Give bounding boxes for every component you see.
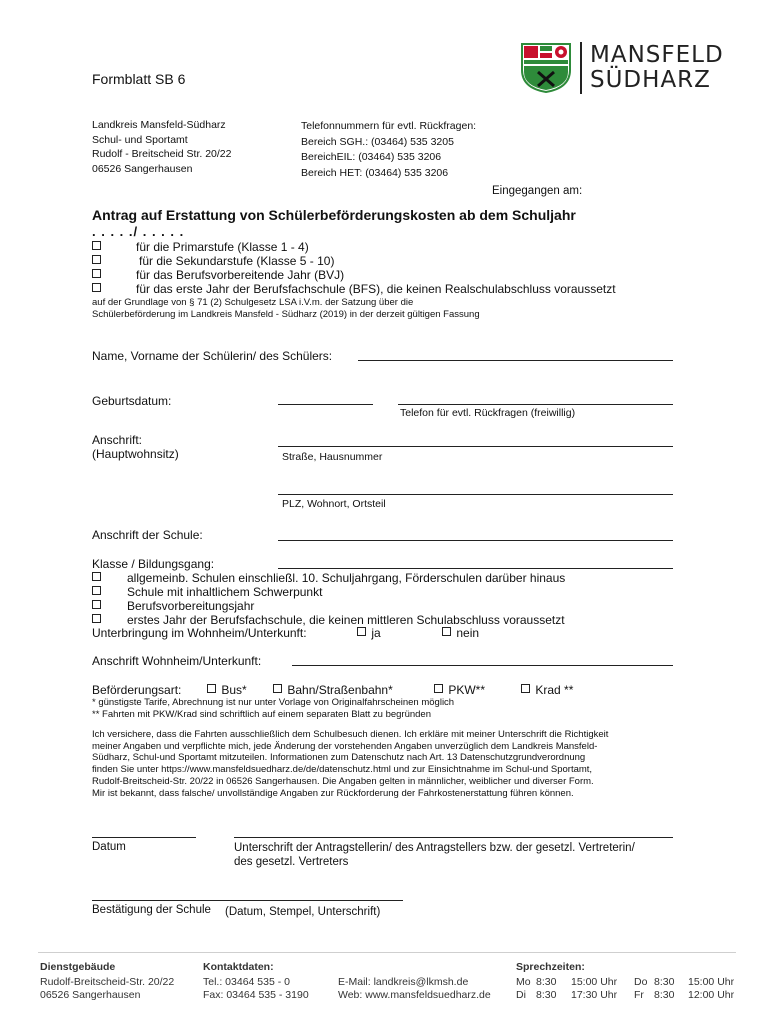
logo-text-mansfeld: MANSFELD (590, 42, 724, 68)
checkbox-icon[interactable] (442, 627, 451, 636)
dorm-no-option[interactable]: nein (442, 626, 479, 640)
form-title: Antrag auf Erstattung von Schülerbeförderungskosten ab dem Schuljahr (92, 207, 576, 223)
date-label: Datum (92, 841, 126, 853)
checkbox-icon[interactable] (92, 283, 101, 292)
logo-text-suedharz: SÜDHARZ (590, 67, 711, 93)
checkbox-icon[interactable] (273, 684, 282, 693)
birth-date-field[interactable] (278, 404, 373, 405)
street-caption: Straße, Hausnummer (282, 451, 383, 463)
dorm-yes-option[interactable]: ja (357, 626, 381, 640)
home-address-sublabel: (Hauptwohnsitz) (92, 447, 179, 461)
dorm-address-label: Anschrift Wohnheim/Unterkunft: (92, 654, 262, 668)
footer-contact-heading: Kontaktdaten: (203, 961, 274, 973)
phones-heading: Telefonnummern für evtl. Rückfragen: (301, 120, 477, 132)
school-type-prep-year[interactable]: Berufsvorbereitungsjahr (92, 599, 254, 613)
footer-hours-row: Mo 8:30 15:00 Uhr (516, 976, 618, 988)
footer-divider (38, 952, 736, 953)
grade-option-bvj[interactable]: für das Berufsvorbereitende Jahr (BVJ) (92, 268, 344, 282)
address-line: 06526 Sangerhausen (92, 162, 193, 175)
school-type-general[interactable]: allgemeinb. Schulen einschließl. 10. Schuljahrgang, Förderschulen darüber hinaus (92, 571, 565, 585)
checkbox-icon[interactable] (92, 586, 101, 595)
school-type-focus[interactable]: Schule mit inhaltlichem Schwerpunkt (92, 585, 322, 599)
checkbox-icon[interactable] (434, 684, 443, 693)
class-label: Klasse / Bildungsgang: (92, 557, 215, 571)
student-name-label: Name, Vorname der Schülerin/ des Schülers: (92, 349, 333, 363)
school-address-label: Anschrift der Schule: (92, 528, 203, 542)
school-type-vocational[interactable]: erstes Jahr der Berufsfachschule, die keinen mittleren Schulabschluss voraussetzt (92, 613, 565, 627)
legal-basis: auf der Grundlage von § 71 (2) Schulgesetz LSA i.V.m. der Satzung über die Schülerbeförderung im Landkreis Mansfeld - Südharz (2019) in der derzeit gültigen Fassung (92, 297, 480, 320)
school-confirmation-note: (Datum, Stempel, Unterschrift) (225, 906, 381, 918)
phone-line: Bereich HET: (03464) 535 3206 (301, 166, 449, 179)
dorm-address-field[interactable] (292, 665, 673, 666)
birth-date-label: Geburtsdatum: (92, 394, 172, 408)
school-confirmation-field[interactable] (92, 900, 403, 901)
school-confirmation-label: Bestätigung der Schule (92, 904, 211, 916)
address-line: Rudolf - Breitscheid Str. 20/22 (92, 148, 232, 160)
applicant-signature-label: Unterschrift der Antragstellerin/ des Antragstellers bzw. der gesetzl. Vertreterin/ des gesetzl. Vertreters (234, 842, 635, 868)
footer-web[interactable]: Web: www.mansfeldsuedharz.de (338, 989, 491, 1001)
footer-tel: Tel.: 03464 535 - 0 (203, 976, 290, 988)
transport-option-car[interactable]: PKW** (434, 683, 485, 697)
checkbox-icon[interactable] (92, 614, 101, 623)
coat-of-arms-icon (520, 42, 572, 94)
checkbox-icon[interactable] (92, 269, 101, 278)
transport-option-train[interactable]: Bahn/Straßenbahn* (273, 683, 393, 697)
footer-hours-row: Di 8:30 17:30 Uhr (516, 989, 618, 1001)
phone-line: Bereich SGH.: (03464) 535 3205 (301, 135, 454, 148)
district-logo (520, 40, 724, 96)
street-field[interactable] (278, 446, 673, 447)
transport-option-bus[interactable]: Bus* (207, 683, 247, 697)
form-label: Formblatt SB 6 (92, 71, 186, 87)
grade-option-primary[interactable]: für die Primarstufe (Klasse 1 - 4) (92, 240, 309, 254)
declaration-text: Ich versichere, dass die Fahrten ausschließlich dem Schulbesuch dienen. Ich erkläre mit meiner Unterschrift die Richtigkeit meiner Angaben und verpflichte mich, jede Änderung der vorstehenden Angaben unverzüglich dem Landkreis Mansfeld- Südharz, Schul-und Sportamt mitzuteilen. Informationen zum Datenschutz nach Art. 13 Datenschutzgrundverordnung finden Sie unter https://www.mansfeldsuedharz.de/de/datenschutz.html und zur Einsichtnahme im Schul-und Sportamt, Rudolf-Breitscheid-Str. 20/22 in 06526 Sangerhausen. Die Angaben gelten in männlicher, weiblicher und diverser Form. Mir ist bekannt, dass falsche/ unvollständige Angaben zur Rückforderung der Fahrkostenerstattung führen können. (92, 729, 609, 799)
transport-footnotes: * günstigste Tarife, Abrechnung ist nur unter Vorlage von Originalfahrscheinen möglich ** Fahrten mit PKW/Krad sind schriftlich auf einem separaten Blatt zu begründen (92, 697, 455, 720)
footer-office-line: Rudolf-Breitscheid-Str. 20/22 (40, 976, 175, 988)
class-field[interactable] (278, 568, 673, 569)
footer-hours-row: Fr 8:30 12:00 Uhr (634, 989, 735, 1001)
student-name-field[interactable] (358, 360, 673, 361)
footer-email[interactable]: E-Mail: landkreis@lkmsh.de (338, 976, 469, 988)
checkbox-icon[interactable] (92, 241, 101, 250)
sender-address (92, 118, 232, 176)
checkbox-icon[interactable] (92, 255, 101, 264)
footer-office-heading: Dienstgebäude (40, 961, 116, 973)
home-address-label: Anschrift: (92, 433, 143, 447)
checkbox-icon[interactable] (521, 684, 530, 693)
transport-label: Beförderungsart: (92, 683, 182, 697)
checkbox-icon[interactable] (92, 600, 101, 609)
footer-hours-row: Do 8:30 15:00 Uhr (634, 976, 735, 988)
school-address-field[interactable] (278, 540, 673, 541)
checkbox-icon[interactable] (207, 684, 216, 693)
transport-option-motorbike[interactable]: Krad ** (521, 683, 573, 697)
address-line: Schul- und Sportamt (92, 133, 188, 146)
received-label: Eingegangen am: (492, 185, 583, 197)
checkbox-icon[interactable] (357, 627, 366, 636)
applicant-signature-field[interactable] (234, 837, 673, 838)
school-year-placeholder: . . . . ./ . . . . . (92, 224, 185, 239)
grade-option-secondary[interactable]: für die Sekundarstufe (Klasse 5 - 10) (92, 254, 334, 268)
date-signature-field[interactable] (92, 837, 196, 838)
checkbox-icon[interactable] (92, 572, 101, 581)
city-field[interactable] (278, 494, 673, 495)
contact-phones (301, 119, 476, 181)
dorm-label: Unterbringung im Wohnheim/Unterkunft: (92, 626, 307, 640)
grade-option-bfs[interactable]: für das erste Jahr der Berufsfachschule (BFS), die keinen Realschulabschluss voraussetzt (92, 282, 616, 296)
phone-caption: Telefon für evtl. Rückfragen (freiwillig) (400, 407, 576, 419)
phone-field[interactable] (398, 404, 673, 405)
address-line: Landkreis Mansfeld-Südharz (92, 119, 226, 131)
phone-line: BereichEIL: (03464) 535 3206 (301, 151, 442, 163)
footer-fax: Fax: 03464 535 - 3190 (203, 989, 309, 1001)
city-caption: PLZ, Wohnort, Ortsteil (282, 498, 386, 510)
footer-office-line: 06526 Sangerhausen (40, 989, 141, 1001)
footer-hours-heading: Sprechzeiten: (516, 961, 585, 973)
